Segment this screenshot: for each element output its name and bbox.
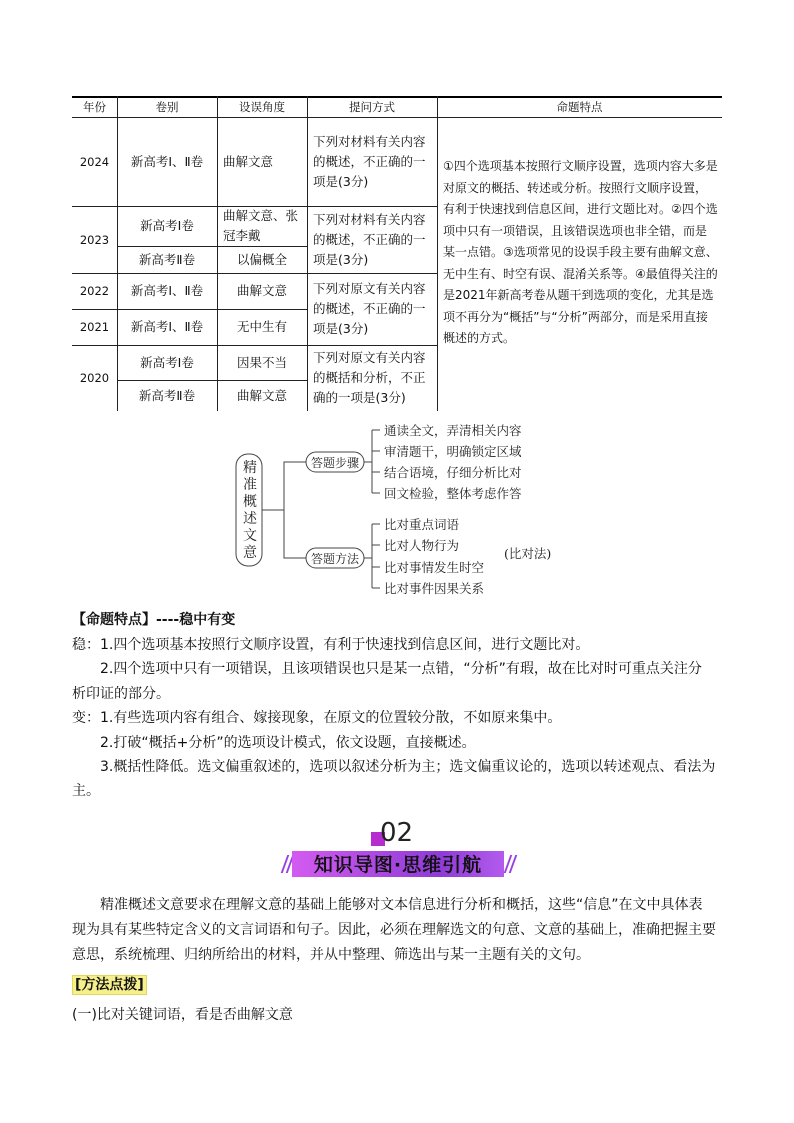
header-features: 命题特点 <box>556 100 603 114</box>
stable-point-2-line2: 析印证的部分。 <box>72 686 170 702</box>
paper-2020-2: 新高考Ⅱ卷 <box>138 387 196 403</box>
exam-analysis-table <box>72 96 722 411</box>
header-angle: 设误角度 <box>239 100 285 114</box>
paper-2023-2: 新高考Ⅱ卷 <box>138 251 196 267</box>
section-title: 知识导图·思维引航 <box>313 854 483 876</box>
angle-2024: 曲解文意 <box>223 153 274 169</box>
change-point-3-line1: 3.概括性降低。选文偏重叙述的，选项以叙述分析为主；选文偏重议论的，选项以转述观点、看法为 <box>100 759 716 775</box>
section-heading-features: 【命题特点】----稳中有变 <box>72 612 236 628</box>
method-tip-label <box>72 975 147 995</box>
question-2020: 下列对原文有关内容的概括和分析，不正确的一项是(3分) <box>313 350 426 405</box>
mind-map-method-2: 比对人物行为 <box>384 538 460 553</box>
angle-2020-2: 曲解文意 <box>236 387 287 403</box>
paper-2023-1: 新高考Ⅰ卷 <box>140 218 194 233</box>
mind-map-step-1: 通读全文，弄清相关内容 <box>384 423 522 438</box>
intro-line-1: 精准概述文意要求在理解文意的基础上能够对文本信息进行分析和概括，这些“信息”在文中具体表 <box>100 897 703 913</box>
year-2023: 2023 <box>79 232 110 247</box>
question-2021-2022: 下列对原文有关内容的概述，不正确的一项是(3分) <box>313 281 426 336</box>
year-2022: 2022 <box>79 284 110 298</box>
change-point-3-line2: 主。 <box>72 783 100 799</box>
mind-map-branch-steps: 答题步骤 <box>310 456 359 470</box>
question-2024: 下列对材料有关内容的概述，不正确的一项是(3分) <box>313 133 426 189</box>
mind-map-method-1: 比对重点词语 <box>384 517 460 532</box>
mind-map-step-4: 回文检验，整体考虑作答 <box>384 486 522 501</box>
angle-2021: 无中生有 <box>236 319 287 334</box>
stable-point-1: 1.四个选项基本按照行文顺序设置，有利于快速找到信息区间，进行文题比对。 <box>100 637 590 653</box>
header-year: 年份 <box>83 100 106 114</box>
mind-map-step-3: 结合语境，仔细分析比对 <box>384 465 522 480</box>
angle-2020-1: 因果不当 <box>236 354 287 370</box>
header-question: 提问方式 <box>349 100 395 114</box>
section-title-banner <box>280 849 516 879</box>
intro-line-3: 意思，系统梳理、归纳所给出的材料，并从中整理、筛选出与某一主题有关的文句。 <box>72 947 590 963</box>
intro-line-2: 现为具有某些特定含义的文言词语和句子。因此，必须在理解选文的句意、文意的基础上，准确把握主要 <box>72 922 716 938</box>
change-label: 变： <box>72 710 100 726</box>
question-2023: 下列对材料有关内容的概述，不正确的一项是(3分) <box>313 211 426 267</box>
mind-map-method-note: (比对法) <box>504 546 552 561</box>
method-tip-highlight: [方法点拨] <box>72 975 147 995</box>
mind-map-root: 精准概述文意 <box>243 460 257 561</box>
angle-2023-1: 曲解文意、张冠李戴 <box>223 208 299 243</box>
paper-2024: 新高考Ⅰ、Ⅱ卷 <box>130 153 204 169</box>
paper-2020-1: 新高考Ⅰ卷 <box>140 354 194 370</box>
features-text: ①四个选项基本按照行文顺序设置，选项内容大多是对原文的概括、转述或分析。按照行文顺序设置，有利于快速找到信息区间，进行文题比对。②四个选项中只有一项错误，且该错误选项也非全错，而是某一点错。③选项常见的设误手段主要有曲解文意、无中生有、时空有误、混淆关系等。④最值得关注的是2021年新高考卷从题干到选项的变化，尤其是选项不再分为“概括”与“分析”两部分，而是采用直接概述的方式。 <box>443 159 718 345</box>
mind-map-step-2: 审清题干，明确锁定区域 <box>384 444 522 459</box>
mind-map-method-4: 比对事件因果关系 <box>384 581 485 596</box>
change-point-2: 2.打破“概括+分析”的选项设计模式，依文设题，直接概述。 <box>100 735 476 751</box>
mind-map-method-3: 比对事情发生时空 <box>384 560 485 575</box>
mind-map <box>234 418 574 608</box>
subsection-1-heading: (一)比对关键词语，看是否曲解文意 <box>72 1007 293 1023</box>
header-paper: 卷别 <box>155 100 179 114</box>
stable-label: 稳： <box>72 637 100 653</box>
section-number: 02 <box>380 818 414 848</box>
year-2020: 2020 <box>79 371 110 385</box>
year-2024: 2024 <box>79 154 110 169</box>
paper-2022: 新高考Ⅰ、Ⅱ卷 <box>130 283 204 298</box>
year-2021: 2021 <box>79 320 110 334</box>
angle-2022: 曲解文意 <box>236 283 287 298</box>
mind-map-branch-methods: 答题方法 <box>310 552 359 566</box>
change-point-1: 1.有些选项内容有组合、嫁接现象，在原文的位置较分散，不如原来集中。 <box>100 710 562 726</box>
paper-2021: 新高考Ⅰ、Ⅱ卷 <box>130 319 204 334</box>
angle-2023-2: 以偏概全 <box>236 251 287 267</box>
stable-point-2-line1: 2.四个选项中只有一项错误，且该项错误也只是某一点错，“分析”有瑕，故在比对时可重点关注分 <box>100 661 702 677</box>
